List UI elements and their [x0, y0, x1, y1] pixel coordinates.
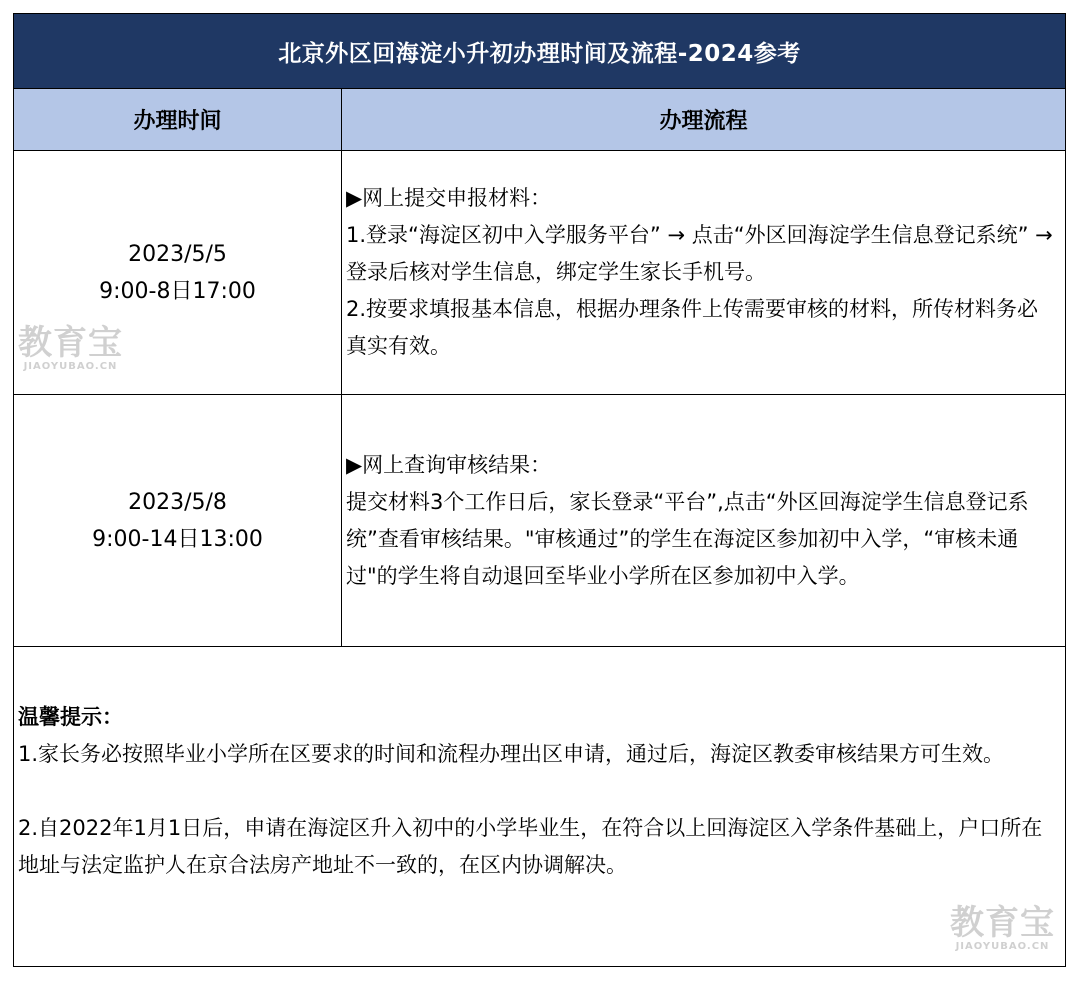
watermark-logo: [950, 905, 1055, 953]
process-step: 1.登录“海淀区初中入学服务平台” → 点击“外区回海淀学生信息登记系统” → 登录后核对学生信息，绑定学生家长手机号。: [346, 223, 1053, 284]
watermark-url: JIAOYUBAO.CN: [23, 361, 118, 372]
tips-section: [14, 647, 1065, 966]
header-process: 办理流程: [341, 89, 1065, 150]
watermark-text: 教育宝: [18, 323, 123, 363]
process-cell: [341, 395, 1065, 646]
watermark-text: 教育宝: [950, 903, 1055, 943]
process-cell: [341, 151, 1065, 394]
watermark-url: JIAOYUBAO.CN: [955, 941, 1050, 952]
process-heading: ▶网上查询审核结果：: [346, 452, 552, 477]
info-table: [13, 13, 1066, 967]
watermark-logo: [18, 325, 123, 373]
table-header-row: [14, 89, 1065, 151]
time-date: 2023/5/8: [128, 489, 227, 515]
time-range: 9:00-14日13:00: [92, 526, 263, 552]
header-time: 办理时间: [133, 109, 222, 134]
process-heading: ▶网上提交申报材料：: [346, 186, 552, 210]
time-date: 2023/5/5: [128, 241, 227, 267]
time-cell: [14, 395, 341, 646]
tips-heading: 温馨提示：: [18, 705, 123, 729]
tip-item: 2.自2022年1月1日后，申请在海淀区升入初中的小学毕业生，在符合以上回海淀区入学条件基础上，户口所在地址与法定监护人在京合法房产地址不一致的，在区内协调解决。: [18, 816, 1043, 877]
process-step: 2.按要求填报基本信息，根据办理条件上传需要审核的材料，所传材料务必真实有效。: [346, 297, 1039, 358]
time-range: 9:00-8日17:00: [99, 278, 256, 304]
table-row: [14, 151, 1065, 395]
table-title: 北京外区回海淀小升初办理时间及流程-2024参考: [278, 40, 801, 67]
table-row: [14, 395, 1065, 647]
process-step: 提交材料3个工作日后，家长登录“平台”,点击“外区回海淀学生信息登记系统”查看审核结果。"审核通过”的学生在海淀区参加初中入学，“审核未通过"的学生将自动退回至毕业小学所在区参加初中入学。: [346, 489, 1029, 588]
table-title-row: [14, 14, 1065, 89]
tip-item: 1.家长务必按照毕业小学所在区要求的时间和流程办理出区申请，通过后，海淀区教委审核结果方可生效。: [18, 742, 1005, 766]
